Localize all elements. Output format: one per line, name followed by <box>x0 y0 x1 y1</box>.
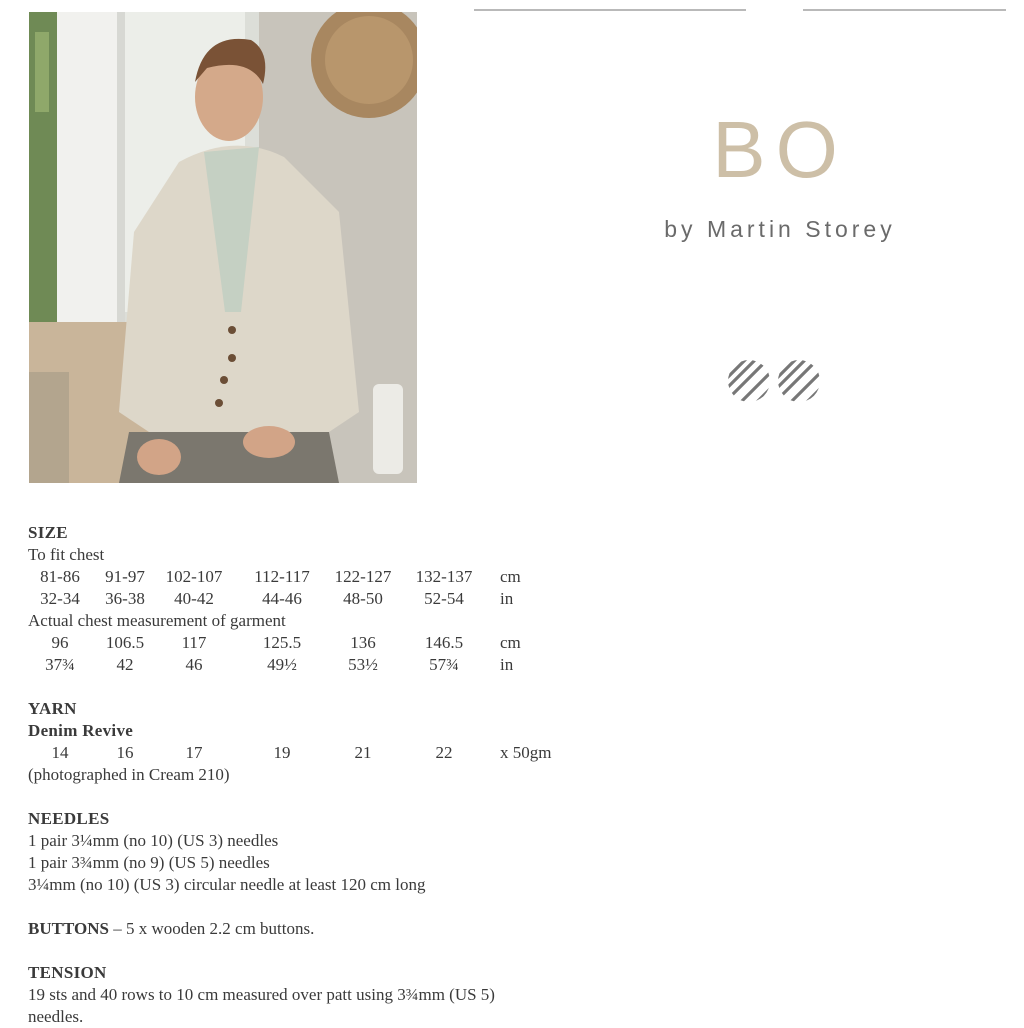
yarn-amount: 16 <box>116 743 134 762</box>
actual-in-row <box>28 654 588 676</box>
size-cell: 57¾ <box>429 655 459 674</box>
model-photo <box>29 12 417 483</box>
to-fit-label: To fit chest <box>28 545 105 564</box>
size-cell: 42 <box>116 655 134 674</box>
buttons-heading: BUTTONS <box>28 919 109 938</box>
unit-label: cm <box>500 567 521 586</box>
actual-label: Actual chest measurement of garment <box>28 611 286 630</box>
needles-heading: NEEDLES <box>28 809 110 828</box>
size-cell: 49½ <box>267 655 297 674</box>
unit-label: cm <box>500 633 521 652</box>
size-cell: 48-50 <box>343 589 383 608</box>
size-cell: 112-117 <box>254 567 310 586</box>
tension-line: needles. <box>28 1007 84 1026</box>
size-cell: 96 <box>51 633 69 652</box>
buttons-line <box>28 918 588 940</box>
yarn-amount: 14 <box>51 743 69 762</box>
size-cell: 106.5 <box>105 633 145 652</box>
yarn-amount: 21 <box>354 743 372 762</box>
size-cell: 36-38 <box>105 589 145 608</box>
yarn-ball-icon <box>727 358 823 404</box>
size-cell: 52-54 <box>424 589 464 608</box>
needle-line: 1 pair 3¼mm (no 10) (US 3) needles <box>28 831 279 850</box>
yarn-name: Denim Revive <box>28 721 134 740</box>
top-rule-left <box>474 9 746 11</box>
actual-cm-row <box>28 632 588 654</box>
size-cell: 32-34 <box>40 589 80 608</box>
size-cell: 136 <box>350 633 376 652</box>
yarn-heading: YARN <box>28 699 77 718</box>
buttons-text: – 5 x wooden 2.2 cm buttons. <box>108 919 315 938</box>
yarn-amount: 22 <box>435 743 453 762</box>
size-cell: 102-107 <box>165 567 223 586</box>
pattern-details <box>28 522 588 1028</box>
unit-label: x 50gm <box>500 743 552 762</box>
unit-label: in <box>500 655 514 674</box>
tension-heading: TENSION <box>28 963 107 982</box>
yarn-amount: 19 <box>273 743 291 762</box>
unit-label: in <box>500 589 514 608</box>
size-cell: 81-86 <box>40 567 80 586</box>
to-fit-cm-row <box>28 566 588 588</box>
size-cell: 46 <box>185 655 203 674</box>
yarn-amounts-row <box>28 742 588 764</box>
designer-byline: by Martin Storey <box>664 216 896 242</box>
to-fit-in-row <box>28 588 588 610</box>
size-heading: SIZE <box>28 523 68 542</box>
size-cell: 132-137 <box>415 567 473 586</box>
top-rule-right <box>803 9 1006 11</box>
pattern-title: BO <box>712 105 848 194</box>
yarn-amount: 17 <box>185 743 203 762</box>
size-cell: 125.5 <box>262 633 302 652</box>
size-cell: 91-97 <box>105 567 145 586</box>
size-cell: 44-46 <box>262 589 302 608</box>
size-cell: 117 <box>181 633 207 652</box>
size-cell: 122-127 <box>334 567 392 586</box>
size-cell: 40-42 <box>174 589 214 608</box>
needle-line: 1 pair 3¾mm (no 9) (US 5) needles <box>28 853 270 872</box>
size-cell: 37¾ <box>45 655 75 674</box>
size-cell: 53½ <box>348 655 378 674</box>
needle-line: 3¼mm (no 10) (US 3) circular needle at least 120 cm long <box>28 875 426 894</box>
yarn-note: (photographed in Cream 210) <box>28 765 230 784</box>
size-cell: 146.5 <box>424 633 464 652</box>
tension-line: 19 sts and 40 rows to 10 cm measured over patt using 3¾mm (US 5) <box>28 985 495 1004</box>
